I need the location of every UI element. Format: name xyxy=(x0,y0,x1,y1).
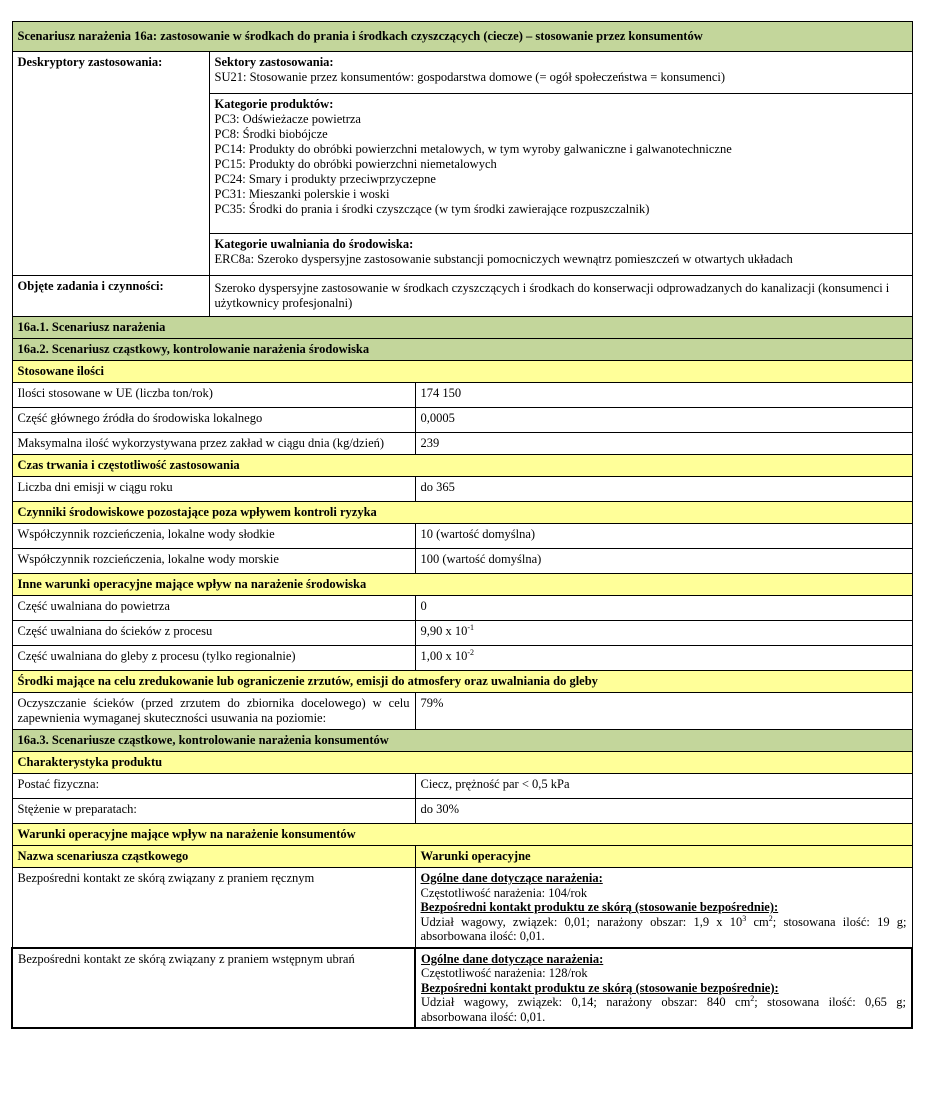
row-value: 0,0005 xyxy=(415,408,912,433)
other-conditions-header: Inne warunki operacyjne mające wpływ na narażenie środowiska xyxy=(12,574,912,596)
row-label: Postać fizyczna: xyxy=(12,774,415,799)
row-label: Współczynnik rozcieńczenia, lokalne wody morskie xyxy=(12,549,415,574)
details-exponent: 3 xyxy=(742,913,747,923)
value-exponent: -2 xyxy=(467,647,475,657)
measures-header: Środki mające na celu zredukowanie lub ograniczenie zrzutów, emisji do atmosfery oraz uwalniania do gleby xyxy=(12,671,912,693)
tasks-row xyxy=(12,276,912,317)
subsection-header xyxy=(12,752,912,774)
row-value: 239 xyxy=(415,433,912,455)
row-value: Ciecz, prężność par < 0,5 kPa xyxy=(415,774,912,799)
direct-contact-title: Bezpośredni kontakt produktu ze skórą (stosowanie bezpośrednie): xyxy=(420,900,779,914)
release-item: ERC8a: Szeroko dyspersyjne zastosowanie substancji pomocniczych wewnątrz pomieszczeń w otwartych układach xyxy=(214,252,793,266)
frequency: Częstotliwość narażenia: 128/rok xyxy=(421,966,588,980)
row-label: Ilości stosowane w UE (liczba ton/rok) xyxy=(12,383,415,408)
general-title: Ogólne dane dotyczące narażenia: xyxy=(420,871,603,885)
row-value: 10 (wartość domyślna) xyxy=(415,524,912,549)
release-title: Kategorie uwalniania do środowiska: xyxy=(214,237,414,251)
products-title: Kategorie produktów: xyxy=(214,97,334,111)
product-item: PC24: Smary i produkty przeciwprzyczepne xyxy=(214,172,436,186)
product-item: PC15: Produkty do obróbki powierzchni niemetalowych xyxy=(214,157,497,171)
subscenario-conditions xyxy=(415,948,912,1029)
col-header-name: Nazwa scenariusza cząstkowego xyxy=(12,846,415,868)
release-cell xyxy=(209,234,912,276)
subsection-header xyxy=(12,574,912,596)
details-part: ; stosowana ilość: 0,65 g; absorbowana ilość: 0,01. xyxy=(421,995,907,1024)
subscenario-name: Bezpośredni kontakt ze skórą związany z praniem wstępnym ubrań xyxy=(12,948,415,1029)
value-exponent: -1 xyxy=(467,622,475,632)
row-value: do 365 xyxy=(415,477,912,502)
product-item: PC3: Odświeżacze powietrza xyxy=(214,112,361,126)
row-label: Część uwalniana do powietrza xyxy=(12,596,415,621)
row-label: Oczyszczanie ścieków (przed zrzutem do zbiornika docelowego) w celu zapewnienia wymaganej skuteczności usuwania na poziomie: xyxy=(12,693,415,730)
table-row xyxy=(12,646,912,671)
tasks-label: Objęte zadania i czynności: xyxy=(12,276,209,317)
sector-item: SU21: Stosowanie przez konsumentów: gospodarstwa domowe (= ogół społeczeństwa = konsumenci) xyxy=(214,70,726,84)
row-value: 174 150 xyxy=(415,383,912,408)
descriptors-row-sectors xyxy=(12,52,912,94)
table-row xyxy=(12,383,912,408)
row-label: Część uwalniana do ścieków z procesu xyxy=(12,621,415,646)
tasks-value: Szeroko dyspersyjne zastosowanie w środkach czyszczących i środkach do konserwacji odprowadzanych do kanalizacji (konsumenci i użytkownicy profesjonalni) xyxy=(209,276,912,317)
table-row xyxy=(12,621,912,646)
row-label: Współczynnik rozcieńczenia, lokalne wody słodkie xyxy=(12,524,415,549)
product-item: PC31: Mieszanki polerskie i woski xyxy=(214,187,390,201)
subsection-header xyxy=(12,671,912,693)
product-item: PC8: Środki biobójcze xyxy=(214,127,328,141)
table-row xyxy=(12,596,912,621)
subscenario-conditions xyxy=(415,868,912,948)
product-item: PC35: Środki do prania i środki czyszczące (w tym środki zawierające rozpuszczalnik) xyxy=(214,202,650,216)
details-part: Udział wagowy, związek: 0,01; narażony obszar: 1,9 x 10 xyxy=(420,914,743,929)
exposure-scenario-table xyxy=(11,21,913,1029)
table-row xyxy=(12,477,912,502)
details-part: Udział wagowy, związek: 0,14; narażony obszar: 840 cm xyxy=(421,995,751,1009)
details-exponent: 2 xyxy=(750,993,755,1003)
row-label: Liczba dni emisji w ciągu roku xyxy=(12,477,415,502)
table-row xyxy=(12,408,912,433)
product-char-header: Charakterystyka produktu xyxy=(12,752,912,774)
value-base: 9,90 x 10 xyxy=(420,624,468,638)
table-row xyxy=(12,549,912,574)
general-title: Ogólne dane dotyczące narażenia: xyxy=(421,951,604,966)
section-header xyxy=(12,730,912,752)
column-header-row xyxy=(12,846,912,868)
row-label: Część głównego źródła do środowiska lokalnego xyxy=(12,408,415,433)
details-part: ; stosowana ilość: 19 g; absorbowana ilość: 0,01. xyxy=(420,914,907,943)
table-row xyxy=(12,868,912,948)
table-row xyxy=(12,524,912,549)
table-row xyxy=(12,433,912,455)
contact-details xyxy=(421,995,906,1024)
consumer-conditions-header: Warunki operacyjne mające wpływ na narażenie konsumentów xyxy=(12,824,912,846)
amounts-header: Stosowane ilości xyxy=(12,361,912,383)
details-part: cm xyxy=(746,914,769,929)
subscenario-name: Bezpośredni kontakt ze skórą związany z praniem ręcznym xyxy=(12,868,415,948)
scenario-title: Scenariusz narażenia 16a: zastosowanie w środkach do prania i środkach czyszczących (ciecze) – stosowanie przez konsumentów xyxy=(12,22,912,52)
frequency: Częstotliwość narażenia: 104/rok xyxy=(420,885,588,900)
section-16a1: 16a.1. Scenariusz narażenia xyxy=(12,317,912,339)
row-label: Stężenie w preparatach: xyxy=(12,799,415,824)
sectors-cell xyxy=(209,52,912,94)
table-row xyxy=(12,774,912,799)
descriptors-label: Deskryptory zastosowania: xyxy=(12,52,209,276)
direct-contact-title: Bezpośredni kontakt produktu ze skórą (stosowanie bezpośrednie): xyxy=(421,980,779,995)
row-label: Część uwalniana do gleby z procesu (tylko regionalnie) xyxy=(12,646,415,671)
env-factors-header: Czynniki środowiskowe pozostające poza wpływem kontroli ryzyka xyxy=(12,502,912,524)
table-row xyxy=(12,948,912,1029)
row-value: 0 xyxy=(415,596,912,621)
row-value xyxy=(415,646,912,671)
subsection-header xyxy=(12,502,912,524)
row-value: 79% xyxy=(415,693,912,730)
row-label: Maksymalna ilość wykorzystywana przez zakład w ciągu dnia (kg/dzień) xyxy=(12,433,415,455)
section-16a2: 16a.2. Scenariusz cząstkowy, kontrolowanie narażenia środowiska xyxy=(12,339,912,361)
subsection-header xyxy=(12,824,912,846)
row-value xyxy=(415,621,912,646)
details-exponent: 2 xyxy=(768,913,773,923)
table-row xyxy=(12,799,912,824)
table-row xyxy=(12,693,912,730)
section-16a3: 16a.3. Scenariusze cząstkowe, kontrolowanie narażenia konsumentów xyxy=(12,730,912,752)
subsection-header xyxy=(12,361,912,383)
sectors-title: Sektory zastosowania: xyxy=(214,55,334,69)
subsection-header xyxy=(12,455,912,477)
row-value: 100 (wartość domyślna) xyxy=(415,549,912,574)
duration-header: Czas trwania i częstotliwość zastosowania xyxy=(12,455,912,477)
title-row xyxy=(12,22,912,52)
value-base: 1,00 x 10 xyxy=(420,649,468,663)
contact-details xyxy=(421,915,907,944)
col-header-conditions: Warunki operacyjne xyxy=(415,846,912,868)
products-cell xyxy=(209,94,912,234)
section-header xyxy=(12,339,912,361)
section-header xyxy=(12,317,912,339)
row-value: do 30% xyxy=(415,799,912,824)
product-item: PC14: Produkty do obróbki powierzchni metalowych, w tym wyroby galwaniczne i galwanotechniczne xyxy=(214,142,732,156)
